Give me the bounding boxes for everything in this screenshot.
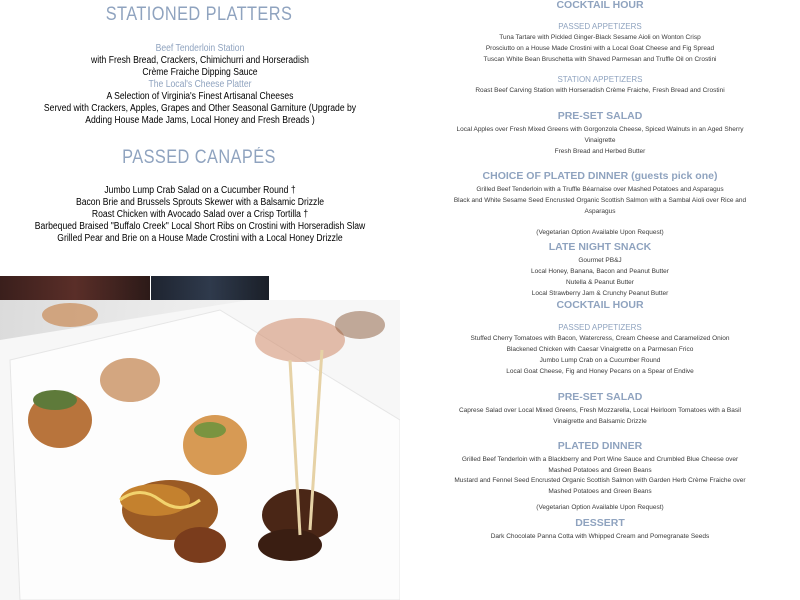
vegetarian-note: (Vegetarian Option Available Upon Request) [536, 229, 664, 236]
canape-item: Bacon Brie and Brussels Sprouts Skewer with a Balsamic Drizzle [75, 197, 325, 208]
stationed-platters-title: STATIONED PLATTERS [105, 4, 293, 25]
canape-item: Jumbo Lump Crab Salad on a Cucumber Round † [104, 185, 296, 196]
canape-item: Roast Chicken with Avocado Salad over a Crisp Tortilla † [91, 209, 309, 220]
dinner-item: Mashed Potatoes and Green Beans [548, 488, 652, 495]
late-night-snack-title: LATE NIGHT SNACK [548, 241, 652, 253]
cheese-platter-line: Served with Crackers, Apples, Grapes and Other Seasonal Garniture (Upgrade by [43, 103, 357, 114]
dessert-item: Dark Chocolate Panna Cotta with Whipped Cream and Pomegranate Seeds [490, 533, 710, 540]
dinner-item: Mustard and Fennel Seed Encrusted Organic Scottish Salmon with Garden Herb Crème Fraiche over [454, 477, 746, 484]
appetizer-plates-illustration [0, 300, 400, 600]
salad-item: Local Apples over Fresh Mixed Greens with Gorgonzola Cheese, Spiced Walnuts in an Aged Sherry [456, 126, 744, 133]
appetizer-item: Blackened Chicken with Caesar Vinaigrette on a Parmesan Frico [506, 346, 694, 353]
appetizer-item: Stuffed Cherry Tomatoes with Bacon, Watercress, Cream Cheese and Caramelized Onion [470, 335, 730, 342]
salad-item: Fresh Bread and Herbed Butter [554, 148, 646, 155]
right-menu-page [400, 0, 800, 600]
dinner-item: Black and White Sesame Seed Encrusted Organic Scottish Salmon with a Sambal Aioli over Rice and [453, 197, 747, 204]
dinner-item: Asparagus [584, 208, 616, 215]
dinner-item: Grilled Beef Tenderloin with a Truffle Béarnaise over Mashed Potatoes and Asparagus [476, 186, 724, 193]
cocktail-hour-title: COCKTAIL HOUR [556, 0, 644, 11]
plated-dinner-title: PLATED DINNER [557, 440, 643, 452]
salad-item: Vinaigrette and Balsamic Drizzle [553, 418, 647, 425]
choice-plated-dinner-title: CHOICE OF PLATED DINNER (guests pick one) [482, 170, 718, 182]
preset-salad-title: PRE-SET SALAD [557, 110, 643, 122]
appetizer-item: Jumbo Lump Crab on a Cucumber Round [539, 357, 661, 364]
canape-item: Grilled Pear and Brie on a House Made Crostini with a Local Honey Drizzle [57, 233, 343, 244]
vegetarian-note: (Vegetarian Option Available Upon Request) [536, 504, 664, 511]
station-item: Roast Beef Carving Station with Horseradish Crème Fraiche, Fresh Bread and Crostini [475, 87, 725, 94]
passed-canapes-list [11, 185, 389, 245]
food-photo-strip [0, 276, 150, 300]
salad-item: Caprese Salad over Local Mixed Greens, Fresh Mozzarella, Local Heirloom Tomatoes with a Basil [458, 407, 742, 414]
station-appetizers-subtitle: STATION APPETIZERS [557, 75, 643, 84]
cheese-platter-heading: The Local's Cheese Platter [148, 79, 252, 90]
appetizer-item: Tuna Tartare with Pickled Ginger-Black Sesame Aioli on Wonton Crisp [499, 34, 701, 41]
dinner-item: Mashed Potatoes and Green Beans [548, 467, 652, 474]
food-photo [0, 300, 400, 600]
food-photo-strip [151, 276, 269, 300]
appetizer-item: Prosciutto on a House Made Crostini with a Local Goat Cheese and Fig Spread [485, 45, 715, 52]
beef-station-line: Crème Fraiche Dipping Sauce [142, 67, 258, 78]
snack-item: Nutella & Peanut Butter [566, 279, 634, 286]
passed-canapes-title: PASSED CANAPÉS [122, 147, 276, 168]
snack-item: Local Honey, Banana, Bacon and Peanut Butter [531, 268, 669, 275]
snack-item: Gourmet PB&J [578, 257, 622, 264]
preset-salad-title: PRE-SET SALAD [557, 391, 643, 403]
dessert-title: DESSERT [575, 517, 625, 529]
passed-appetizers-subtitle: PASSED APPETIZERS [558, 22, 642, 31]
canape-item: Barbequed Braised "Buffalo Creek" Local Short Ribs on Crostini with Horseradish Slaw [34, 221, 366, 232]
cheese-platter-line: Adding House Made Jams, Local Honey and Fresh Breads ) [85, 115, 315, 126]
beef-station-heading: Beef Tenderloin Station [155, 43, 245, 54]
stationed-platters-block [11, 43, 389, 127]
cheese-platter-line: A Selection of Virginia's Finest Artisanal Cheeses [106, 91, 294, 102]
passed-appetizers-subtitle: PASSED APPETIZERS [558, 323, 642, 332]
appetizer-item: Local Goat Cheese, Fig and Honey Pecans on a Spear of Endive [506, 368, 694, 375]
cocktail-hour-title: COCKTAIL HOUR [556, 299, 644, 311]
appetizer-item: Tuscan White Bean Bruschetta with Shaved Parmesan and Truffle Oil on Crostini [483, 56, 717, 63]
beef-station-line: with Fresh Bread, Crackers, Chimichurri and Horseradish [91, 55, 309, 66]
dinner-item: Grilled Beef Tenderloin with a Blackberry and Port Wine Sauce and Crumbled Blue Cheese over [461, 456, 739, 463]
snack-item: Local Strawberry Jam & Crunchy Peanut Butter [531, 290, 669, 297]
salad-item: Vinaigrette [584, 137, 616, 144]
